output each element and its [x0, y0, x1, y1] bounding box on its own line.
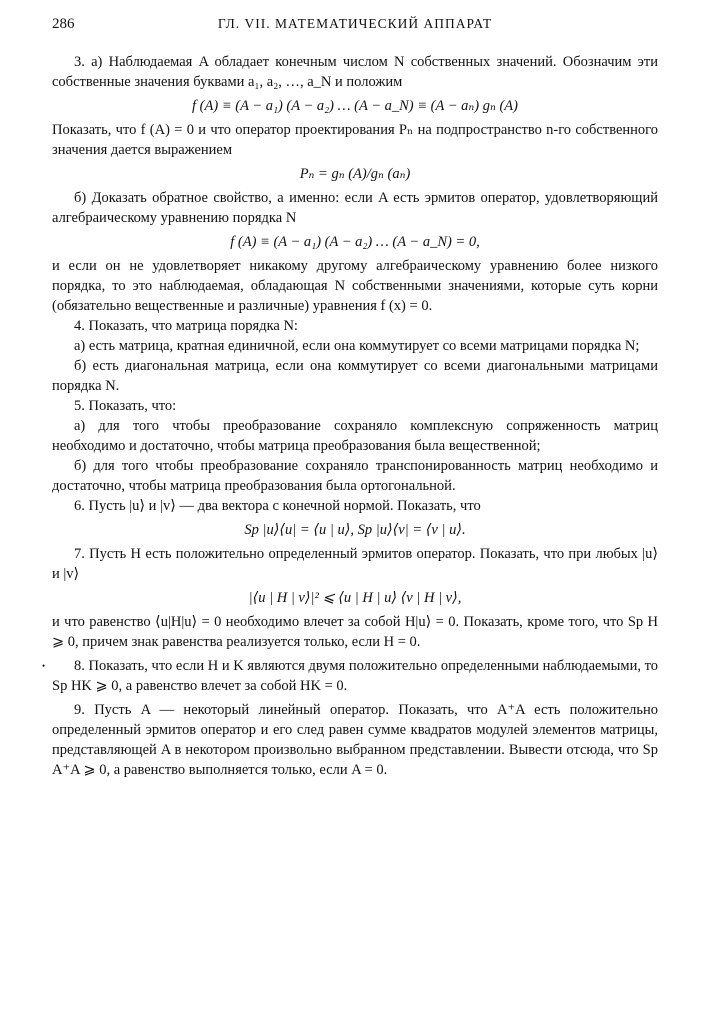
problem-3a-formula2: Pₙ = gₙ (A)/gₙ (aₙ)	[299, 166, 411, 182]
problem-7-formula: |⟨u | H | v⟩|² ⩽ ⟨u | H | u⟩ ⟨v | H | v⟩,	[248, 590, 462, 606]
page-header	[52, 14, 658, 40]
problem-8-block	[42, 656, 658, 696]
problem-7-text: 7. Пусть H есть положительно определенный эрмитов оператор. Показать, что при любых |u⟩ и |v⟩	[52, 546, 658, 582]
problem-9-text: 9. Пусть A — некоторый линейный оператор. Показать, что A⁺A есть положительно определенный эрмитов оператор и его след равен сумме квадратов модулей элементов матрицы, представляющей A в некотором произвольно выбранном представлении. Вывести отсюда, что Sp A⁺A ⩾ 0, а равенство выполняется только, если A = 0.	[52, 702, 658, 778]
problem-4-intro: 4. Показать, что матрица порядка N:	[74, 318, 298, 334]
problem-5-intro: 5. Показать, что:	[74, 398, 177, 414]
problem-4a: а) есть матрица, кратная единичной, если она коммутирует со всеми матрицами порядка N;	[74, 338, 640, 354]
book-page	[42, 14, 658, 780]
running-title: ГЛ. VII. МАТЕМАТИЧЕСКИЙ АППАРАТ	[217, 16, 493, 31]
problem-3b-text: б) Доказать обратное свойство, а именно: если A есть эрмитов оператор, удовлетворяющий алгебраическому уравнению порядка N	[52, 190, 658, 226]
problem-5b: б) для того чтобы преобразование сохраняло транспонированность матриц необходимо и достаточно, чтобы матрица преобразования была ортогональной.	[52, 458, 658, 494]
problem-6-formula: Sp |u⟩⟨u| = ⟨u | u⟩, Sp |u⟩⟨v| = ⟨v | u⟩.	[244, 522, 466, 538]
problem-3a-text: 3. а) Наблюдаемая A обладает конечным числом N собственных значений. Обозначим эти собственные значения буквами a₁, a₂, …, a_N и положим	[52, 54, 658, 90]
problem-3b-text2: и если он не удовлетворяет никакому другому алгебраическому уравнению более низкого порядка, то это наблюдаемая, обладающая N собственными значениями, которые суть корни (обязательно вещественные и различные) уравнения f (x) = 0.	[52, 258, 658, 314]
problem-6-text: 6. Пусть |u⟩ и |v⟩ — два вектора с конечной нормой. Показать, что	[74, 498, 481, 514]
problem-8-text: 8. Показать, что если H и K являются двумя положительно определенными наблюдаемыми, то Sp HK ⩾ 0, а равенство влечет за собой HK = 0.	[52, 658, 658, 694]
problem-5a: а) для того чтобы преобразование сохраняло комплексную сопряженность матриц необходимо и достаточно, чтобы матрица преобразования была вещественной;	[52, 418, 658, 454]
margin-bullet: •	[42, 661, 46, 671]
problem-3a-text2: Показать, что f (A) = 0 и что оператор проектирования Pₙ на подпространство n-го собственного значения дается выражением	[52, 122, 658, 158]
problem-4b: б) есть диагональная матрица, если она коммутирует со всеми диагональными матрицами порядка N.	[52, 358, 658, 394]
problem-3b-formula: f (A) ≡ (A − a₁) (A − a₂) … (A − a_N) = 0,	[230, 234, 480, 250]
problem-3a-formula: f (A) ≡ (A − a₁) (A − a₂) … (A − a_N) ≡ (A − aₙ) gₙ (A)	[192, 98, 518, 114]
problem-7-text2: и что равенство ⟨u|H|u⟩ = 0 необходимо влечет за собой H|u⟩ = 0. Показать, кроме того, что Sp H ⩾ 0, причем знак равенства реализуется только, если H = 0.	[52, 614, 658, 650]
page-number: 286	[52, 16, 75, 32]
